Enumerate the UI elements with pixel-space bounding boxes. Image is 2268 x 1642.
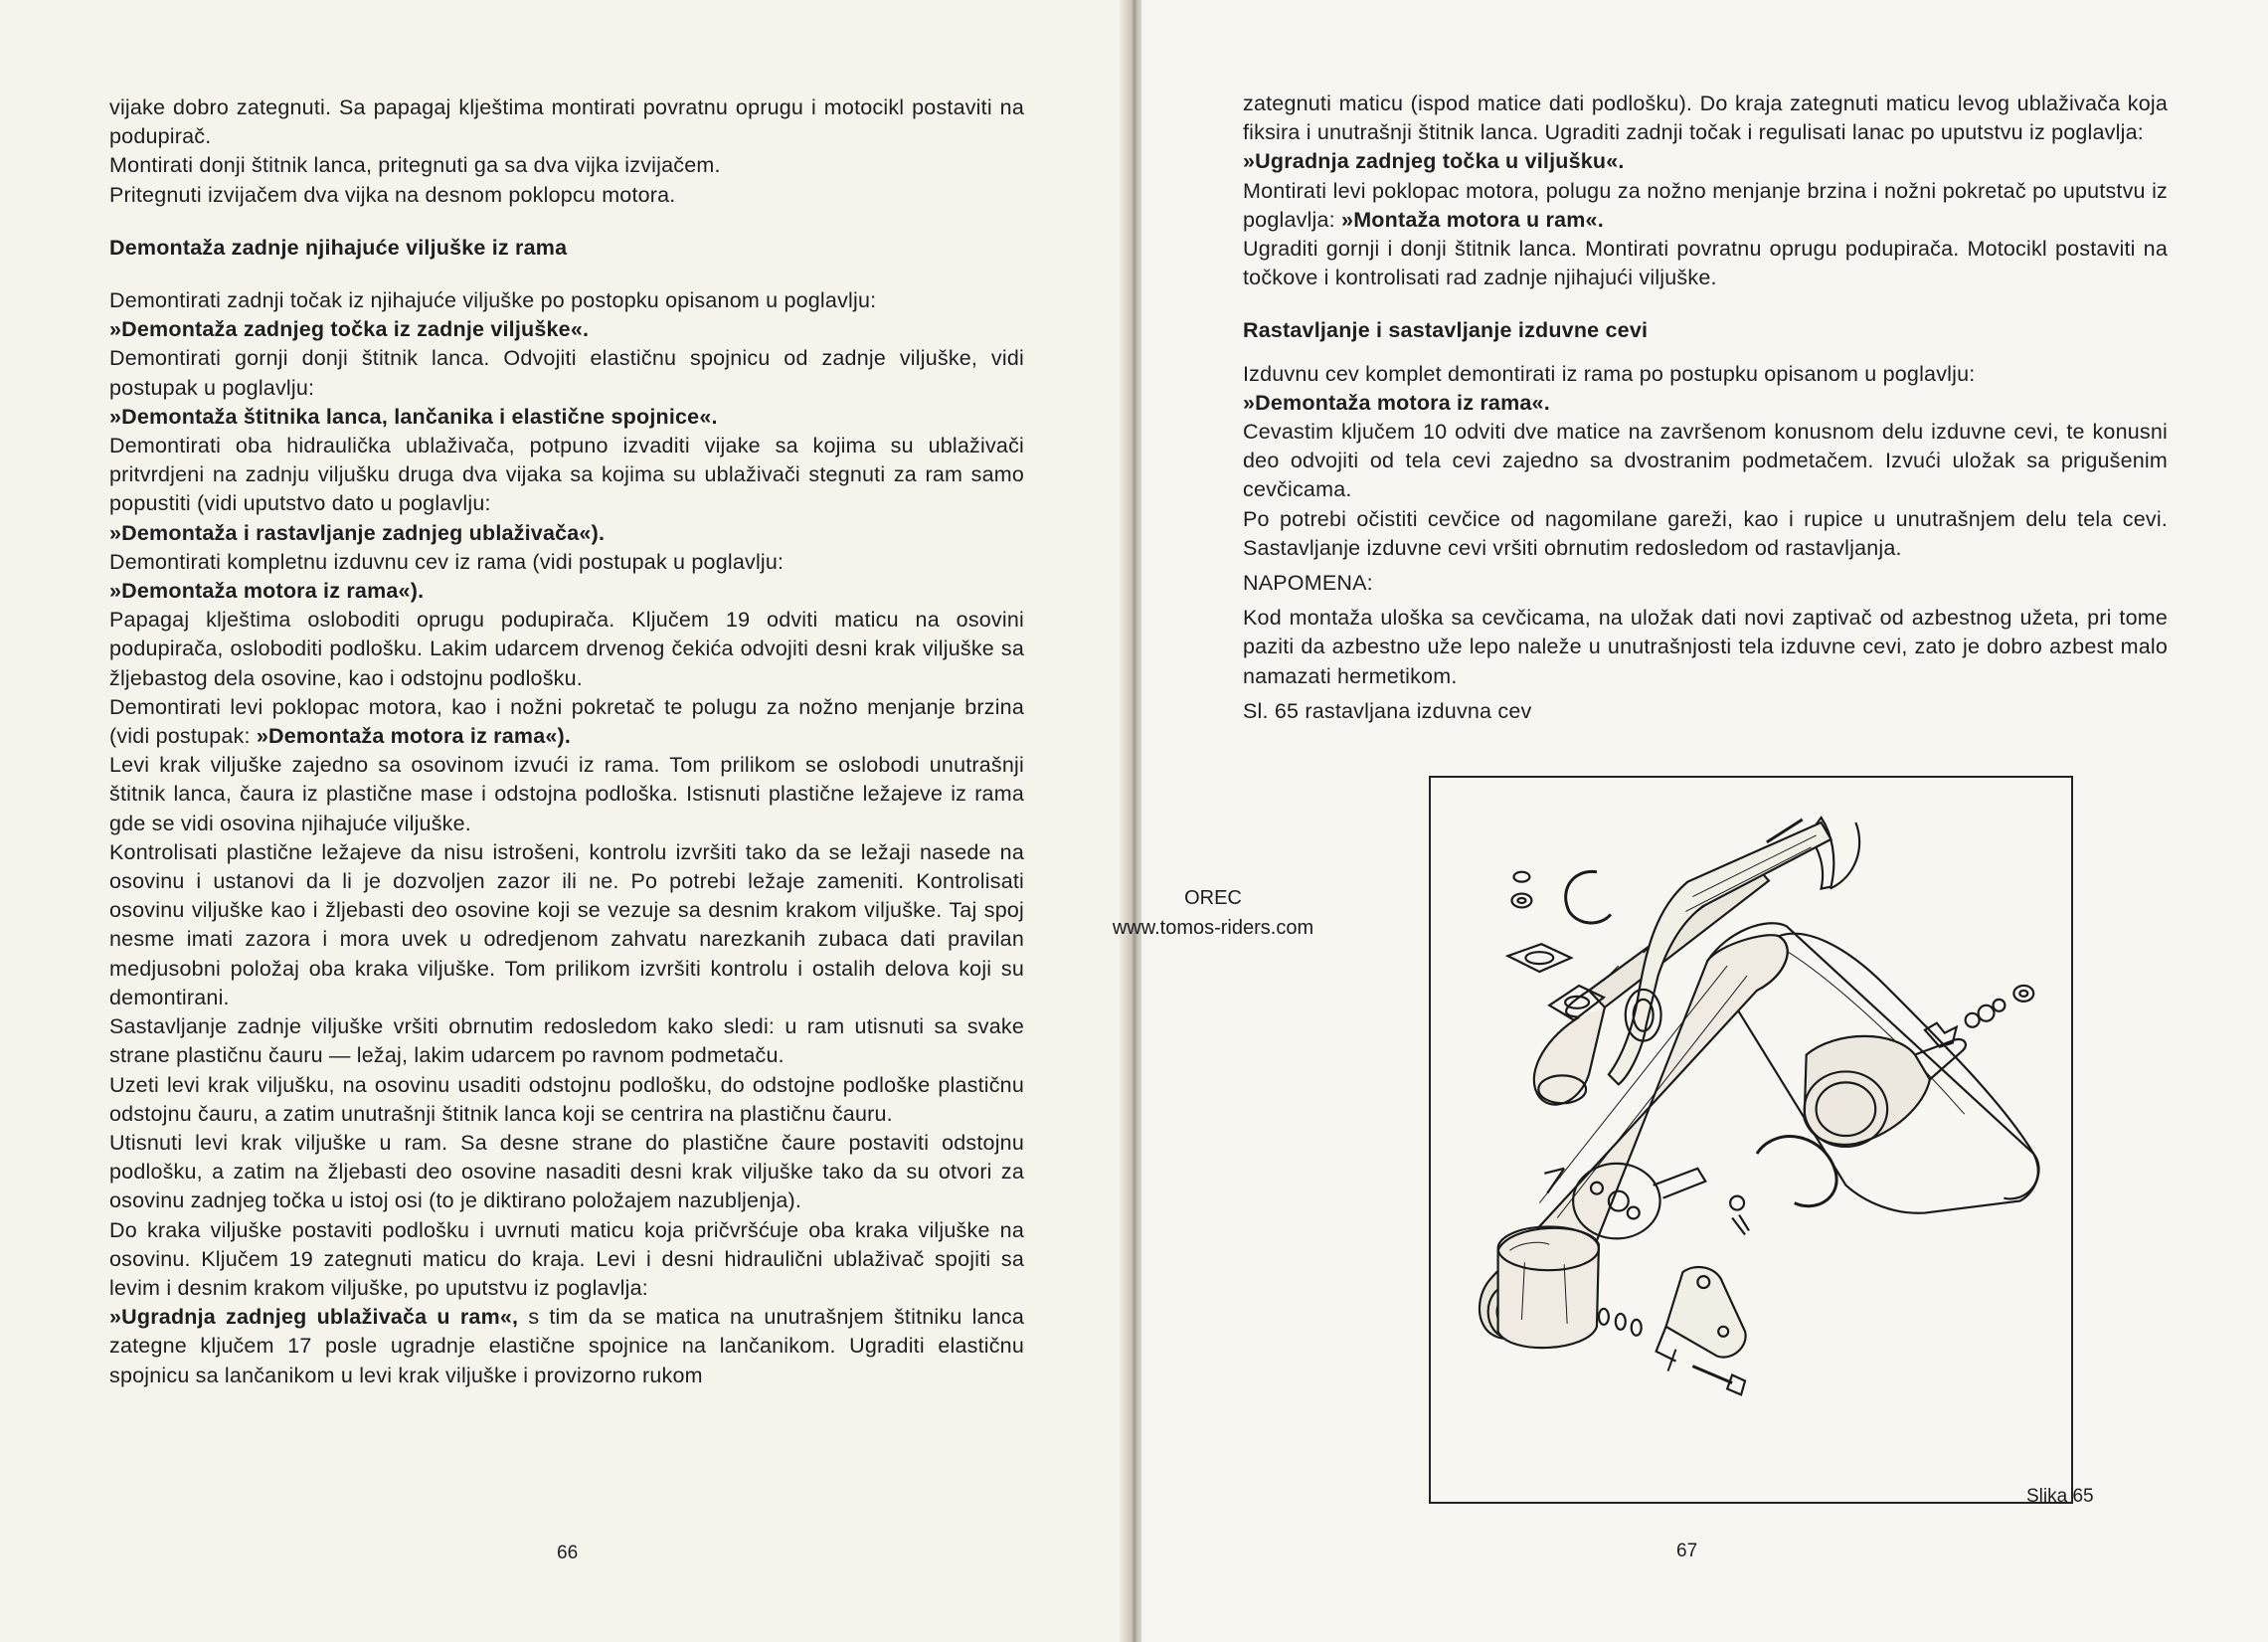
paragraph: Demontirati zadnji točak iz njihajuće viljuške po postopku opisanom u poglavlju: [109, 288, 877, 313]
paragraph: Levi krak viljuške zajedno sa osovinom izvući iz rama. Tom prilikom se oslobodi unutrašnji štitnik lanca, čaura iz plastične mase i odstojna podloška. Istisnuti plastične ležajeve iz rama gde se vidi osovina njihajuće viljuške. [109, 753, 1024, 835]
paragraph: Izduvnu cev komplet demontirati iz rama po postupku opisanom u poglavlju: [1243, 361, 1976, 386]
figure-caption: Slika 65 [2026, 1486, 2094, 1507]
chapter-reference: »Demontaža motora iz rama«. [1243, 390, 1550, 415]
right-page [1141, 0, 2268, 1642]
paragraph: Pritegnuti izvijačem dva vijka na desnom poklopcu motora. [109, 182, 676, 207]
paragraph: Ugraditi gornji i donji štitnik lanca. Montirati povratnu oprugu podupirača. Motocikl postaviti na točkove i kontrolisati rad zadnje njihajući viljuške. [1243, 237, 2168, 290]
paragraph: Do kraka viljuške postaviti podlošku i uvrnuti maticu koja pričvršćuje oba kraka viljuške na osovinu. Ključem 19 zategnuti maticu do kraja. Levi i desni hidraulični ublaživač spojiti sa levim i desnim krakom viljuške, po uputstvu iz poglavlja: [109, 1217, 1024, 1300]
paragraph: Cevastim ključem 10 odviti dve matice na završenom konusnom delu izduvne cevi, te konusni deo odvojiti od tela cevi zajedno sa dvostranim podmetačem. Izvući uložak sa prigušenim cevčicama. [1243, 420, 2168, 502]
watermark [1079, 883, 1347, 943]
chapter-reference: »Demontaža i rastavljanje zadnjeg ublaživača«). [109, 520, 606, 545]
paragraph: Papagaj klještima osloboditi oprugu podupirača. Ključem 19 odviti maticu na osovini podupirača, osloboditi podlošku. Lakim udarcem drvenog čekića odvojiti desni krak viljuške sa žljebastog dela osovine, kao i odstojnu podlošku. [109, 608, 1024, 690]
chapter-reference: »Ugradnja zadnjeg točka u viljušku«. [1243, 149, 1625, 174]
right-text-column [1243, 90, 2168, 726]
section-heading: Demontaža zadnje njihajuće viljuške iz rama [109, 235, 568, 260]
paragraph: Demontirati kompletnu izduvnu cev iz rama (vidi postupak u poglavlju: [109, 549, 785, 574]
exhaust-pipe-exploded-diagram [1429, 776, 2073, 1504]
paragraph: Utisnuti levi krak viljuške u ram. Sa desne strane do plastične čaure postaviti odstojnu podlošku, a zatim na žljebasti deo osovine nasaditi desni krak viljuške tako da su otvori za osovinu zadnjeg točka u istoj osi (to je diktirano položajem nazubljenja). [109, 1130, 1024, 1213]
paragraph: Kontrolisati plastične ležajeve da nisu istrošeni, kontrolu izvršiti tako da se ležaji nasede na osovinu i ustanovi da li je dozvoljen zazor ili ne. Po potrebi ležaje zameniti. Kontrolisati osovinu viljuške kao i žljebasti deo osovine koji se vezuje sa desnim krakom viljuške. Taj spoj nesme imati zazora i mora uvek u odredjenom zahvatu narezkanih zubaca dati pravilan medjusobni položaj oba kraka viljuške. Tom prilikom izvršiti kontrolu i ostalih delova koji su demontirani. [109, 839, 1024, 1009]
paragraph: Montirati donji štitnik lanca, pritegnuti ga sa dva vijka izvijačem. [109, 153, 721, 178]
chapter-reference: »Demontaža motora iz rama«). [256, 724, 572, 749]
section-heading: Rastavljanje i sastavljanje izduvne cevi [1243, 318, 1649, 343]
paragraph: Kod montaža uloška sa cevčicama, na uložak dati novi zaptivač od azbestnog užeta, pri tome paziti da azbestno uže lepo naleže u unutrašnjosti tela izduvne cevi, zato je dobro azbest malo namazati hermetikom. [1243, 606, 2168, 688]
paragraph: zategnuti maticu (ispod matice dati podlošku). Do kraja zategnuti maticu levog ublaživača koja fiksira i unutrašnji štitnik lanca. Ugraditi zadnji točak i regulisati lanac po uputstvu iz poglavlja: [1243, 91, 2168, 145]
paragraph: vijake dobro zategnuti. Sa papagaj klještima montirati povratnu oprugu i motocikl postaviti na podupirač. [109, 95, 1024, 149]
paragraph: Sastavljanje zadnje viljuške vršiti obrnutim redosledom kako sledi: u ram utisnuti sa svake strane plastičnu čauru — ležaj, lakim udarcem po ravnom podmetaču. [109, 1014, 1024, 1068]
watermark-line: OREC [1184, 887, 1242, 909]
note-label: NAPOMENA: [1243, 571, 1373, 596]
paragraph: Uzeti levi krak viljušku, na osovinu usaditi odstojnu podlošku, do odstojne podloške plastičnu odstojnu čauru, a zatim unutrašnji štitnik lanca koji se centrira na plastičnu čauru. [109, 1072, 1024, 1126]
paragraph: Demontirati gornji donji štitnik lanca. Odvojiti elastičnu spojnicu od zadnje viljuške, vidi postupak u poglavlju: [109, 346, 1024, 400]
paragraph: s tim da se matica na unutrašnjem štitniku lanca zategne ključem 17 posle ugradnje elastične spojnice na lančanikom. Ugraditi elastičnu spojnicu sa lančanikom u levi krak viljuške i provizorno rukom [109, 1305, 1024, 1387]
paragraph: Po potrebi očistiti cevčice od nagomilane gareži, kao i rupice u unutrašnjem delu tela cevi. Sastavljanje izduvne cevi vršiti obrnutim redosledom od rastavljanja. [1243, 506, 2168, 560]
paragraph: Montirati levi poklopac motora, polugu za nožno menjanje brzina i nožni pokretač po uputstvu iz poglavlja: [1243, 178, 2168, 232]
page-number: 67 [1676, 1541, 1698, 1561]
chapter-reference: »Demontaža štitnika lanca, lančanika i elastične spojnice«. [109, 404, 718, 429]
figure-reference: Sl. 65 rastavljana izduvna cev [1243, 698, 1532, 723]
left-text-column [109, 93, 1024, 1390]
paragraph: Demontirati oba hidraulička ublaživača, potpuno izvaditi vijake sa kojima su ublaživači pritvrdjeni na zadnju viljušku druga dva vijaka sa kojima su ublaživači stegnuti za ram samo popustiti (vidi uputstvo dato u poglavlju: [109, 434, 1024, 516]
chapter-reference: »Ugradnja zadnjeg ublaživača u ram«, [109, 1305, 519, 1330]
chapter-reference: »Demontaža zadnjeg točka iz zadnje viljuške«. [109, 317, 590, 342]
chapter-reference: »Demontaža motora iz rama«). [109, 579, 425, 604]
page-number: 66 [557, 1543, 579, 1563]
chapter-reference: »Montaža motora u ram«. [1341, 207, 1604, 232]
watermark-url: www.tomos-riders.com [1112, 917, 1314, 939]
paragraph: Demontirati levi poklopac motora, kao i nožni pokretač te polugu za nožno menjanje brzina (vidi postupak: [109, 694, 1024, 749]
